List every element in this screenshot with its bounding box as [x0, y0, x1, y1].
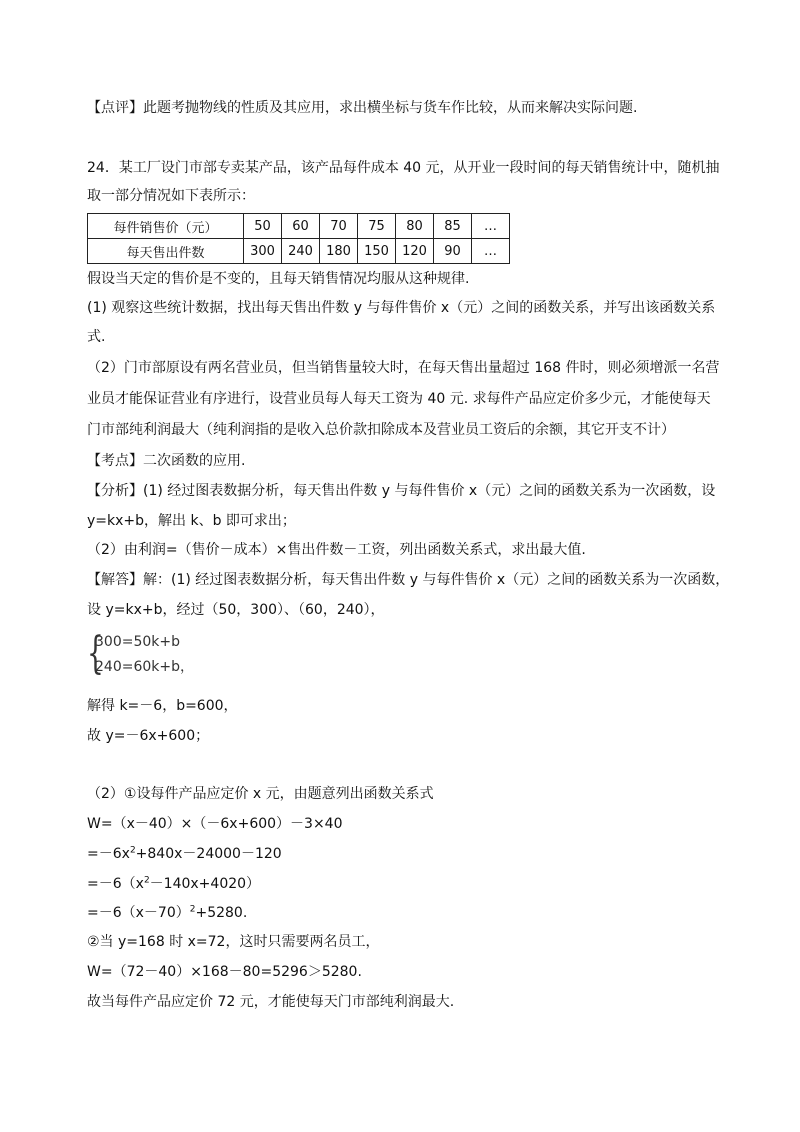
q2-line-3: 门市部纯利润最大（纯利润指的是收入总价款扣除成本及营业员工资后的余额，其它开支不计）: [87, 422, 675, 438]
q2-line-1: （2）门市部原设有两名营业员，但当销售量较大时，在每天售出量超过 168 件时，则必须增派一名营: [87, 360, 720, 376]
table-cell: 240: [282, 239, 320, 264]
point-line: [87, 451, 245, 471]
q1-line-2: 式.: [87, 329, 106, 345]
table-row-label: 每件销售价（元）: [88, 214, 244, 239]
analysis-line-1: [87, 481, 715, 501]
table-cell: 90: [434, 239, 472, 264]
case-line-1: ②当 y=168 时 x=72，这时只需要两名员工，: [87, 934, 380, 950]
w2-sup: 2: [129, 845, 136, 856]
w-line-4: [87, 903, 247, 923]
table-cell: 85: [434, 214, 472, 239]
table-cell: 80: [396, 214, 434, 239]
w-line-3: [87, 874, 260, 894]
equation-2-text: 240=60k+b: [95, 659, 180, 675]
q1-line-1: (1) 观察这些统计数据，找出每天售出件数 y 与每件售价 x（元）之间的函数关系，并写出该函数关系: [87, 300, 716, 316]
answer-tag: 【解答】: [87, 572, 143, 588]
table-cell: …: [472, 239, 510, 264]
table-cell: …: [472, 214, 510, 239]
w3-sup: 2: [143, 875, 150, 886]
table-row: [88, 239, 510, 264]
analysis-line-2: y=kx+b，解出 k、b 即可求出；: [87, 513, 296, 529]
table-cell: 70: [320, 214, 358, 239]
review-text: 此题考抛物线的性质及其应用，求出横坐标与货车作比较，从而来解决实际问题.: [143, 100, 638, 116]
w2-a: =－6x: [87, 846, 130, 862]
equation-system: [87, 628, 197, 679]
w4-b: +5280.: [195, 905, 248, 921]
w3-b: －140x+4020）: [149, 876, 261, 892]
equation-1: 300=50k+b: [95, 634, 180, 650]
table-cell: 50: [244, 214, 282, 239]
table-cell: 60: [282, 214, 320, 239]
analysis-tag: 【分析】: [87, 483, 143, 499]
answer-line-1: [87, 570, 729, 590]
analysis-line-3: （2）由利润=（售价－成本）×售出件数－工资，列出函数关系式，求出最大值.: [87, 542, 586, 558]
problem-line-1: 24．某工厂设门市部专卖某产品，该产品每件成本 40 元，从开业一段时间的每天销售统计中，随机抽: [87, 160, 720, 176]
point-tag: 【考点】: [87, 453, 143, 469]
solve-line: 解得 k=－6，b=600，: [87, 698, 238, 714]
w-line-1: W=（x－40）×（－6x+600）－3×40: [87, 816, 343, 832]
point-text: 二次函数的应用.: [143, 453, 246, 469]
table-row-label: 每天售出件数: [88, 239, 244, 264]
table-cell: 75: [358, 214, 396, 239]
table-cell: 120: [396, 239, 434, 264]
w4-sup: 2: [189, 904, 196, 915]
answer-text-1: 解：(1) 经过图表数据分析，每天售出件数 y 与每件售价 x（元）之间的函数关系为一次函数，: [143, 572, 730, 588]
analysis-text-1: (1) 经过图表数据分析，每天售出件数 y 与每件售价 x（元）之间的函数关系为一次函数，设: [143, 483, 716, 499]
q2-line-2: 业员才能保证营业有序进行，设营业员每人每天工资为 40 元. 求每件产品应定价多少元，才能使每天: [87, 391, 711, 407]
final-line: 故当每件产品应定价 72 元，才能使每天门市部纯利润最大.: [87, 994, 455, 1010]
review-tag: 【点评】: [87, 100, 143, 116]
answer-line-2: 设 y=kx+b，经过（50，300）、（60，240），: [87, 602, 385, 618]
table-cell: 150: [358, 239, 396, 264]
w4-a: =－6（x－70）: [87, 905, 190, 921]
equation-2: [95, 656, 194, 676]
table-cell: 300: [244, 239, 282, 264]
table-row: [88, 214, 510, 239]
assumption-line: 假设当天定的售价是不变的，且每天销售情况均服从这种规律.: [87, 271, 470, 287]
case-line-2: W=（72－40）×168－80=5296＞5280.: [87, 964, 362, 980]
brace-symbol: {: [87, 628, 104, 679]
w-line-2: [87, 844, 282, 864]
equation-tail: ，: [180, 659, 194, 675]
sales-table: [87, 213, 510, 264]
part2-line-1: （2）①设每件产品应定价 x 元，由题意列出函数关系式: [87, 786, 434, 802]
review-line: [87, 98, 637, 118]
w2-b: +840x－24000－120: [135, 846, 282, 862]
w3-a: =－6（x: [87, 876, 144, 892]
problem-line-2: 取一部分情况如下表所示：: [87, 188, 255, 204]
table-cell: 180: [320, 239, 358, 264]
result-line: 故 y=－6x+600；: [87, 728, 210, 744]
